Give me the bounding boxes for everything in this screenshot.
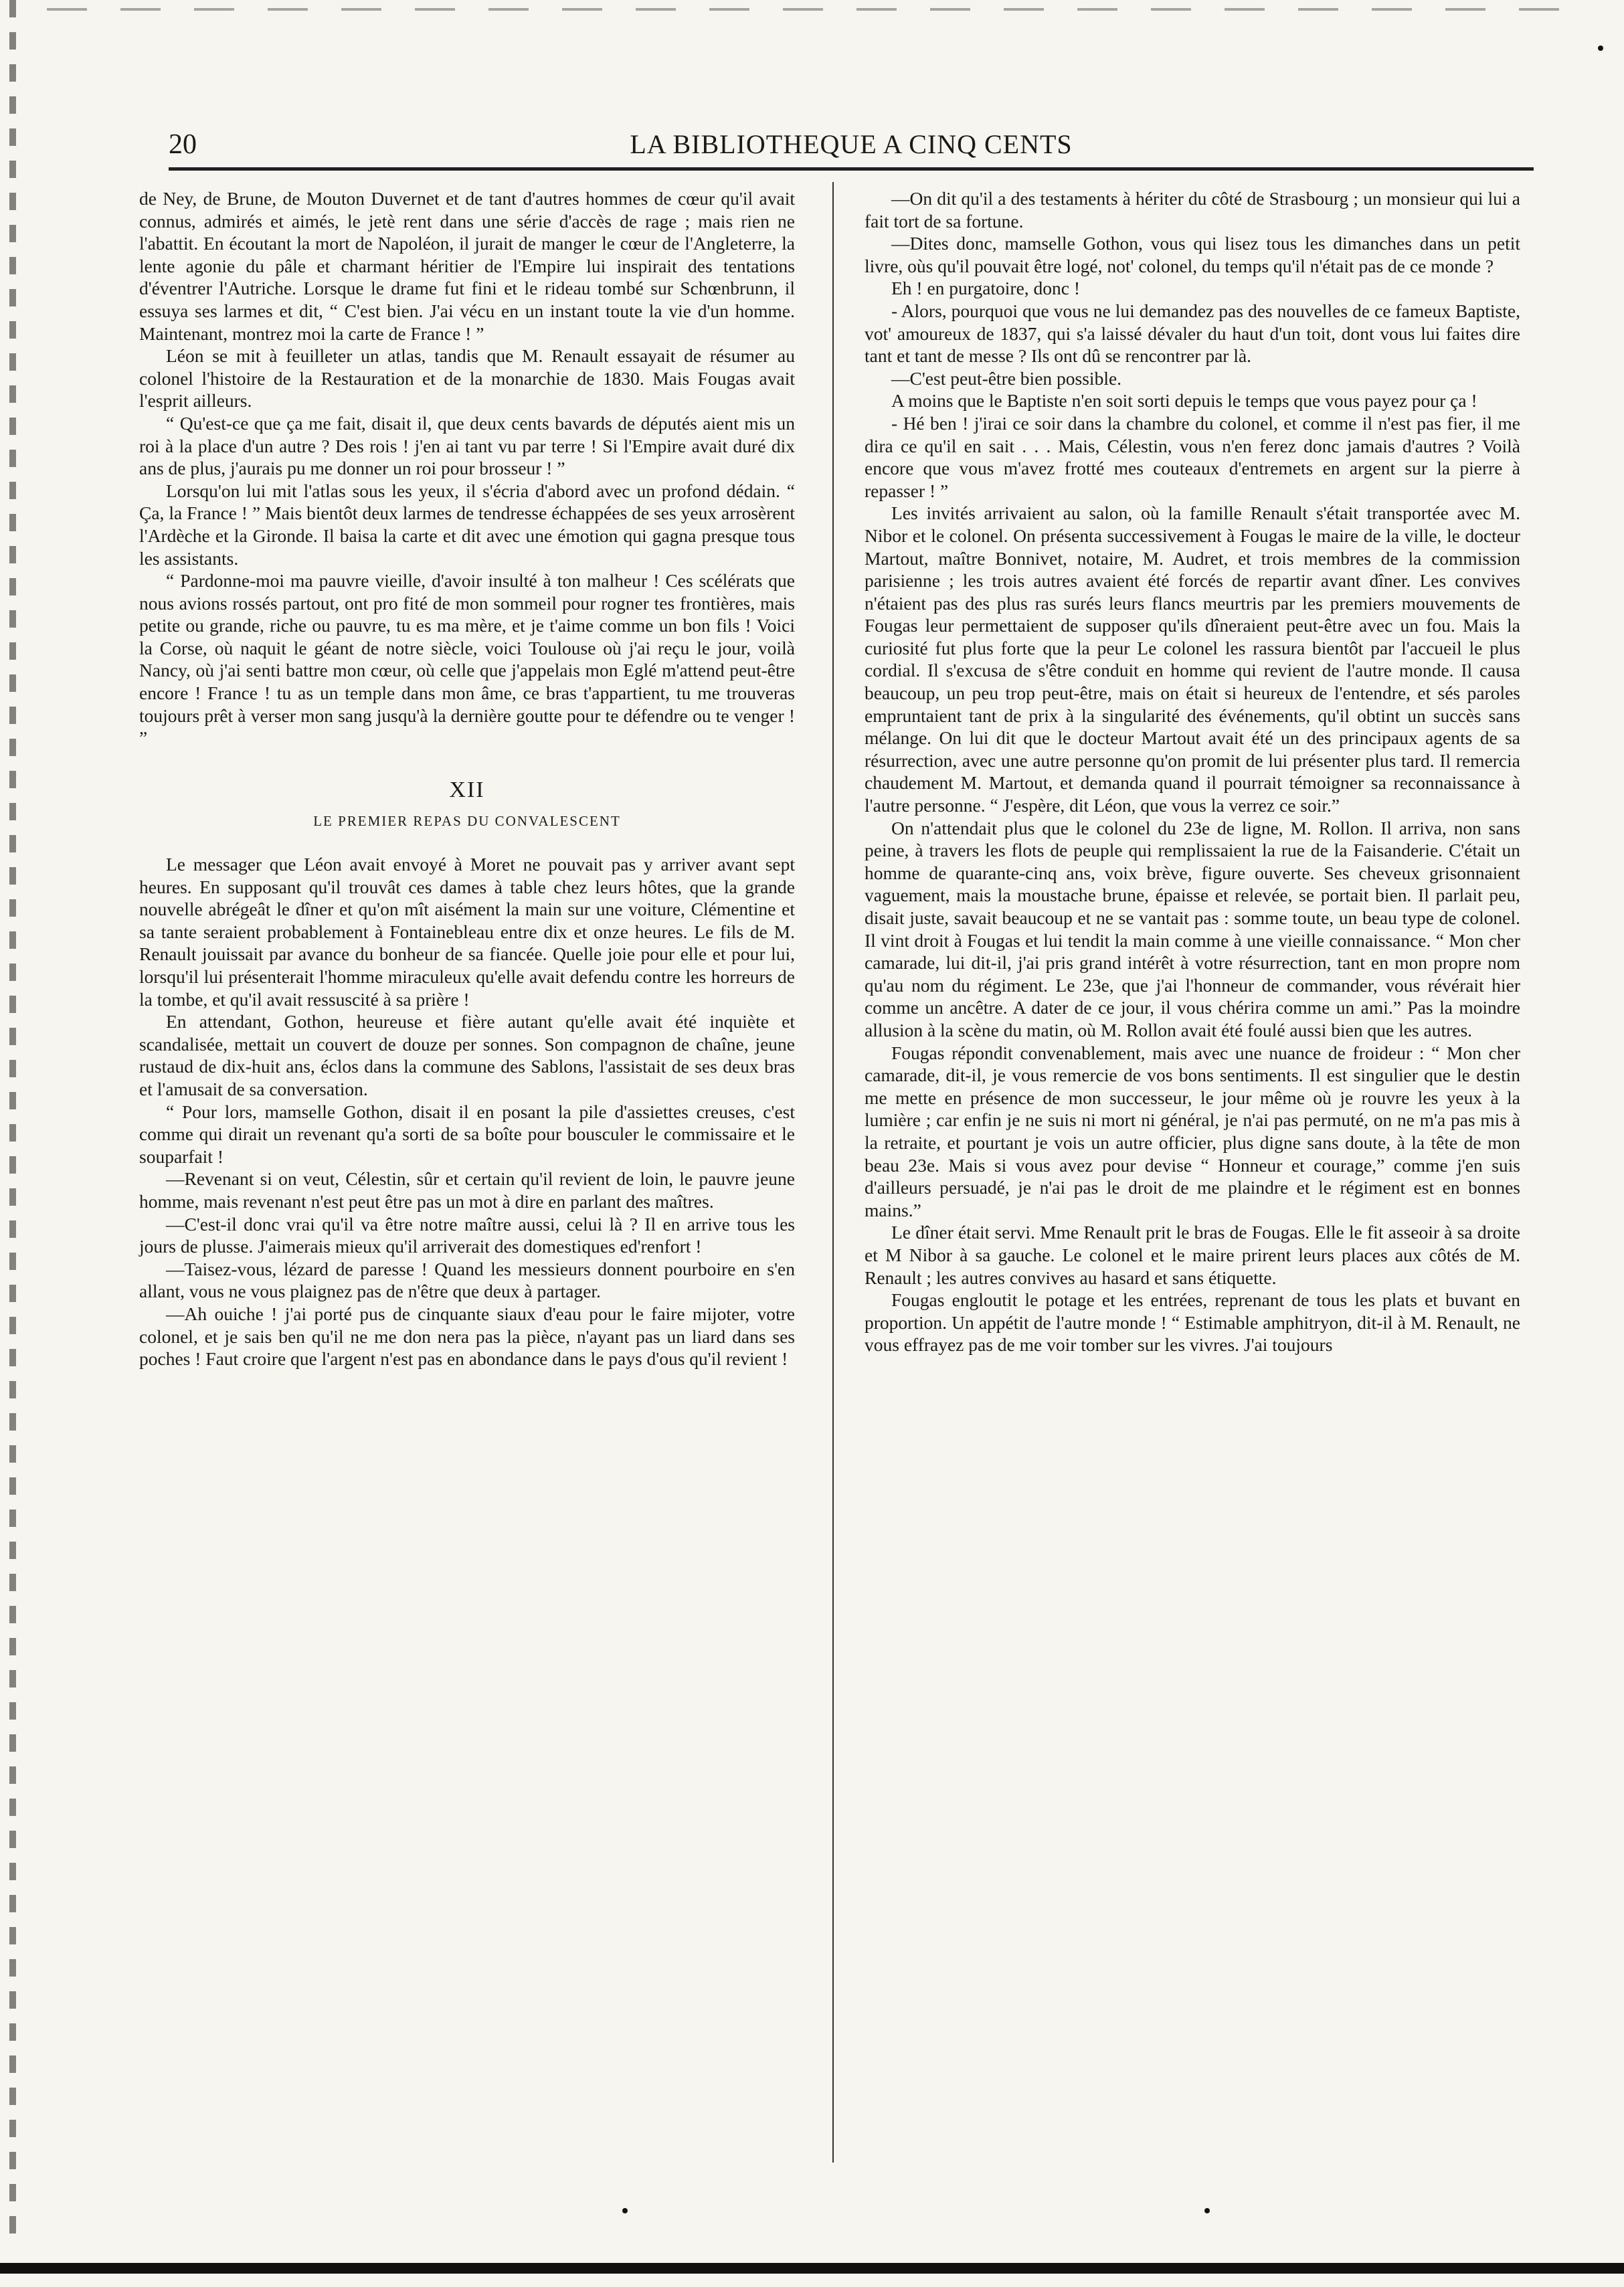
column-divider [832, 182, 834, 2163]
paragraph: Fougas engloutit le potage et les entrées, reprenant de tous les plats et buvant en proportion. Un appétit de l'autre monde ! “ Estimable amphitryon, dit-il à M. Renault, ne vous effrayez pas de me voir tomber sur les vivres. J'ai toujours [865, 1289, 1520, 1356]
paragraph: Les invités arrivaient au salon, où la famille Renault s'était transportée avec M. Nibor et le colonel. On présenta successivement à Fougas le maire de la ville, le docteur Martout, maître Bonnivet, notaire, M. Audret, et trois membres de la commission parisienne ; les trois autres avaient été forcés de repartir avant dîner. Les convives n'étaient pas des plus ras surés leurs flancs meurtris par les premiers mouvements de Fougas leur permettaient de supposer qu'ils dîneraient peut-être avec un fou. Mais la curiosité fut plus forte que la peur Le colonel les rassura bientôt par l'accueil le plus cordial. Il s'excusa de s'être conduit en homme qui revient de l'autre monde. Il causa beaucoup, un peu trop peut-être, mais on était si heureux de l'entendre, et sés paroles empruntaient tant de prix à la singularité des événements, qu'il obtint un succès sans mélange. On lui dit que le docteur Martout avait été un des principaux agents de sa résurrection, avec une autre personne qu'on promit de lui présenter plus tard. Il remercia chaudement M. Martout, et demanda quand il pourrait témoigner sa reconnaissance à l'autre personne. “ J'espère, dit Léon, que vous la verrez ce soir.” [865, 502, 1520, 816]
scan-top-artifact [47, 8, 1586, 11]
scan-speck [622, 2208, 628, 2213]
paragraph: “ Pardonne-moi ma pauvre vieille, d'avoir insulté à ton malheur ! Ces scélérats que nous avions rossés partout, ont pro fité de mon sommeil pour rogner tes frontières, mais petite ou grande, riche ou pauvre, tu es ma mère, et je t'aime comme un bon fils ! Voici la Corse, où naquit le géant de notre siècle, voici Toulouse où j'ai reçu le jour, voilà Nancy, où j'ai senti battre mon cœur, où celle que j'appelais mon Eglé m'attend peut-être encore ! France ! tu as un temple dans mon âme, ce bras t'appartient, tu me trouveras toujours prêt à verser mon sang jusqu'à la dernière goutte pour te défendre ou te venger ! ” [139, 570, 795, 749]
paragraph: A moins que le Baptiste n'en soit sorti depuis le temps que vous payez pour ça ! [891, 390, 1477, 411]
paragraph: —On dit qu'il a des testaments à hériter du côté de Strasbourg ; un monsieur qui lui a fait tort de sa fortune. [865, 188, 1520, 232]
paragraph: On n'attendait plus que le colonel du 23e de ligne, M. Rollon. Il arriva, non sans peine, à travers les flots de peuple qui remplissaient la rue de la Faisanderie. C'était un homme de quarante-cinq ans, voix brève, figure ouverte. Ses cheveux grisonnaient vaguement, mais la moustache brune, épaisse et relevée, se portait bien. Il parlait peu, disait juste, savait beaucoup et ne se vantait pas : somme toute, un beau type de colonel. Il vint droit à Fougas et lui tendit la main comme à une vieille connaissance. “ Mon cher camarade, lui dit-il, j'ai pris grand intérêt à votre résurrection, tant en mon propre nom qu'au nom du régiment. Le 23e, que j'ai l'honneur de commander, vous révérait hier comme un ancêtre. A dater de ce jour, il vous chérira comme un ami.” Pas la moindre allusion à la scène du matin, où M. Rollon avait été foulé aussi bien que les autres. [865, 817, 1520, 1040]
paragraph: En attendant, Gothon, heureuse et fière autant qu'elle avait été inquiète et scandalisée, mettait un couvert de douze per sonnes. Son compagnon de chaîne, jeune rustaud de dix-huit ans, éclos dans la commune des Sablons, l'assistait de ses deux bras et l'amusait de sa conversation. [139, 1011, 795, 1099]
paragraph: —Revenant si on veut, Célestin, sûr et certain qu'il revient de loin, le pauvre jeune homme, mais revenant n'est peut être pas un mot à dire en parlant des maîtres. [139, 1168, 795, 1212]
running-title: LA BIBLIOTHEQUE A CINQ CENTS [630, 129, 1073, 159]
paragraph: —Taisez-vous, lézard de paresse ! Quand les messieurs donnent pourboire en s'en allant, vous ne vous plaignez pas de n'être que deux à partager. [139, 1258, 795, 1302]
page-number: 20 [169, 129, 197, 160]
chapter-number: XII [449, 777, 485, 802]
paragraph: - Hé ben ! j'irai ce soir dans la chambre du colonel, et comme il n'est pas fier, il me dira ce qu'il en sait . . . Mais, Célestin, vous n'en ferez donc jamais d'autres ? Voilà encore que vous m'avez frotté mes couteaux d'entremets en argent sur la pierre à repasser ! ” [865, 412, 1520, 501]
right-column [865, 187, 1520, 1356]
paragraph: —Dites donc, mamselle Gothon, vous qui lisez tous les dimanches dans un petit livre, oùs qu'il pouvait être logé, not' colonel, du temps qu'il n'était pas de ce monde ? [865, 233, 1520, 276]
scan-speck [1598, 45, 1603, 51]
chapter-title: LE PREMIER REPAS DU CONVALESCENT [313, 813, 621, 830]
paragraph: Fougas répondit convenablement, mais avec une nuance de froideur : “ Mon cher camarade, dit-il, je vous remercie de vos bons sentiments. Il est singulier que le destin me mette en présence de mon successeur, le jour même où je rouvre les yeux à la lumière ; car enfin je ne suis ni mort ni général, je n'ai pas permuté, on ne m'a pas mis à la retraite, et pourtant je vois un autre officier, plus digne sans doute, à la tête de mon beau 23e. Mais si vous avez pour devise “ Honneur et courage,” comme j'en suis d'ailleurs persuadé, je n'ai pas le droit de me plaindre et le régiment est en bonnes mains.” [865, 1042, 1520, 1220]
paragraph: Lorsqu'on lui mit l'atlas sous les yeux, il s'écria d'abord avec un profond dédain. “ Ça, la France ! ” Mais bientôt deux larmes de tendresse échappées de ses yeux arrosèrent l'Ardèche et la Gironde. Il baisa la carte et dit avec une émotion qui gagna presque tous les assistants. [139, 480, 795, 569]
paragraph: —C'est peut-être bien possible. [891, 367, 1122, 389]
header-rule [169, 167, 1534, 171]
paragraph: Eh ! en purgatoire, donc ! [891, 278, 1081, 299]
paragraph: “ Qu'est-ce que ça me fait, disait il, que deux cents bavards de députés aient mis un roi à la place d'un autre ? Des rois ! j'en ai tant vu par terre ! Si l'Empire avait duré dix ans de plus, j'aurais pu me donner un roi pour brosseur ! ” [139, 412, 795, 479]
paragraph: de Ney, de Brune, de Mouton Duvernet et de tant d'autres hommes de cœur qu'il avait connus, admirés et aimés, le jetè rent dans une série d'accès de rage ; mais rien ne l'abattit. En écoutant la mort de Napoléon, il jurait de manger le cœur de l'Angleterre, la lente agonie du pâle et charmant héritier de l'Empire lui inspirait des tentations d'éventrer l'Autriche. Lorsque le drame fut fini et le rideau tombé sur Schœnbrunn, il essuya ses larmes et dit, “ C'est bien. J'ai vécu en un instant toute la vie d'un homme. Maintenant, montrez moi la carte de France ! ” [139, 188, 795, 344]
left-column [139, 187, 795, 1370]
scan-edge-artifact [9, 0, 16, 2287]
paragraph: Le messager que Léon avait envoyé à Moret ne pouvait pas y arriver avant sept heures. En supposant qu'il trouvât ces dames à table chez leurs hôtes, que la grande nouvelle abrégeât le dîner et qu'on mît aisément la main sur une voiture, Clémentine et sa tante seraient probablement à Fontainebleau entre dix et onze heures. Le fils de M. Renault jouissait par avance du bonheur de sa fiancée. Quelle joie pour elle et pour lui, lorsqu'il lui présenterait l'homme miraculeux qu'elle avait defendu contre les horreurs de la tombe, et qu'il avait ressuscité à sa prière ! [139, 854, 795, 1010]
scan-speck [1204, 2208, 1210, 2213]
paragraph: —C'est-il donc vrai qu'il va être notre maître aussi, celui là ? Il en arrive tous les jours de plusse. J'aimerais mieux qu'il arriverait des domestiques ed'renfort ! [139, 1213, 795, 1257]
paragraph: —Ah ouiche ! j'ai porté pus de cinquante siaux d'eau pour le faire mijoter, votre colonel, et je sais ben qu'il ne me don nera pas la pièce, n'ayant pas un liard dans ses poches ! Faut croire que l'argent n'est pas en abondance dans le pays d'ous qu'il revient ! [139, 1303, 795, 1370]
paragraph: - Alors, pourquoi que vous ne lui demandez pas des nouvelles de ce fameux Baptiste, vot' amoureux de 1837, qui s'a laissé dévaler du haut d'un toit, dont vous lui faites dire tant et tant de messe ? Ils ont dû se rencontrer par là. [865, 300, 1520, 367]
paragraph: Léon se mit à feuilleter un atlas, tandis que M. Renault essayait de résumer au colonel l'histoire de la Restauration et de la monarchie de 1830. Mais Fougas avait l'esprit ailleurs. [139, 345, 795, 411]
paragraph: Le dîner était servi. Mme Renault prit le bras de Fougas. Elle le fit asseoir à sa droite et M Nibor à sa gauche. Le colonel et le maire prirent leurs places aux côtés de M. Renault ; les autres convives au hasard et sans étiquette. [865, 1222, 1520, 1288]
scan-bottom-artifact [0, 2248, 1624, 2287]
page-header [169, 126, 1534, 166]
paragraph: “ Pour lors, mamselle Gothon, disait il en posant la pile d'assiettes creuses, c'est comme qui dirait un revenant qu'a sorti de sa boîte pour bousculer le commissaire et le souparfait ! [139, 1101, 795, 1167]
